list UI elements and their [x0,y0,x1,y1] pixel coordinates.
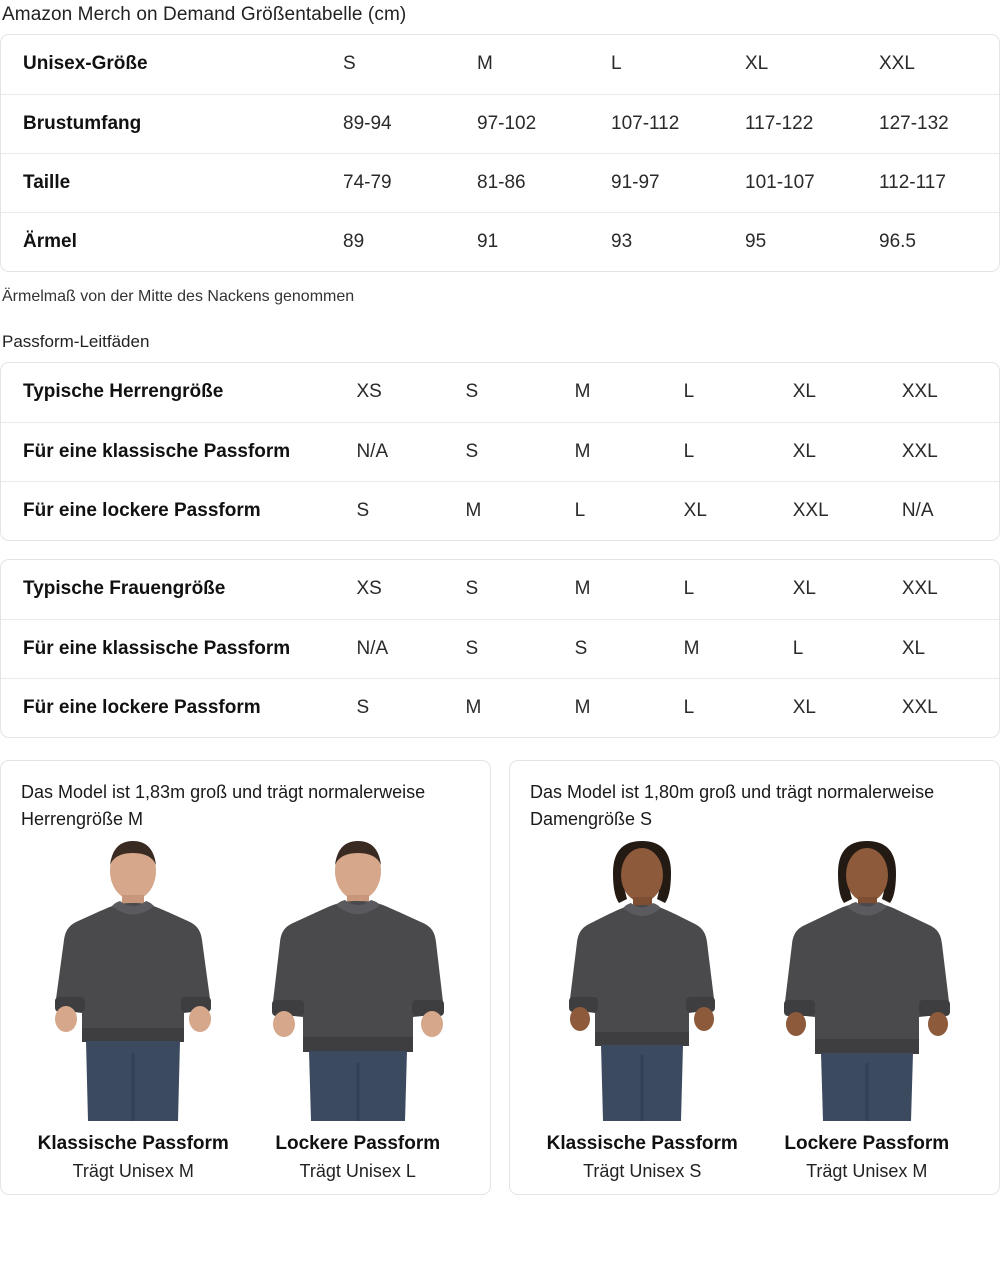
cell-sleeve-s: 89 [331,212,465,271]
model-panel-male [0,760,491,1195]
cell-men-loose-3: XL [672,481,781,540]
row-label-men-loose-fit: Für eine lockere Passform [1,481,344,540]
cell-women-classic-1: S [454,619,563,678]
sleeve-measurement-note: Ärmelmaß von der Mitte des Nackens genommen [2,288,355,305]
fit-sub-female-loose: Trägt Unisex M [806,1161,928,1181]
model-figures-female [530,839,979,1121]
cell-women-typical-3: L [683,578,695,600]
fit-name-female-classic: Klassische Passform [546,1133,738,1154]
cell-men-typical-0: XS [356,381,382,403]
cell-men-classic-2: M [563,422,672,481]
table-row [1,363,999,422]
model-panels [0,760,1000,1195]
cell-men-loose-2: L [563,481,672,540]
table-row-header [1,35,1000,94]
cell-men-loose-4: XXL [781,481,890,540]
male-classic-fit-illustration [38,839,228,1121]
fit-name-male-classic: Klassische Passform [37,1133,229,1154]
cell-waist-l: 91-97 [599,153,733,212]
cell-women-classic-5: XL [890,619,999,678]
cell-chest-l: 107-112 [599,94,733,153]
row-label-waist: Taille [1,153,331,212]
fit-guides-label: Passform-Leitfäden [2,332,150,351]
female-loose-fit-illustration [772,839,962,1121]
model-caption-female: Das Model ist 1,80m groß und trägt normalerweise Damengröße S [530,782,935,829]
fit-guide-women-card [0,559,1000,738]
cell-chest-xl: 117-122 [733,94,867,153]
fit-sub-male-classic: Trägt Unisex M [72,1161,194,1181]
row-label-men-classic-fit: Für eine klassische Passform [1,422,344,481]
cell-waist-m: 81-86 [465,153,599,212]
table-row [1,619,999,678]
cell-men-classic-3: L [672,422,781,481]
cell-men-classic-0: N/A [344,422,453,481]
cell-chest-m: 97-102 [465,94,599,153]
cell-sleeve-xxl: 96.5 [867,212,1000,271]
fit-guide-men-card [0,362,1000,541]
cell-women-classic-4: L [781,619,890,678]
model-panel-female [509,760,1000,1195]
fit-name-male-loose: Lockere Passform [275,1133,441,1154]
cell-men-classic-4: XL [781,422,890,481]
cell-women-typical-4: XL [792,578,816,600]
table-row [1,94,1000,153]
size-table-header-2: M [477,53,493,75]
cell-chest-s: 89-94 [331,94,465,153]
cell-men-typical-2: M [574,381,591,403]
fit-label-female-classic [530,1133,755,1182]
cell-waist-xxl: 112-117 [867,153,1000,212]
fit-name-female-loose: Lockere Passform [784,1133,950,1154]
cell-women-loose-0: S [344,678,453,737]
cell-men-typical-4: XL [792,381,816,403]
cell-men-typical-3: L [683,381,695,403]
fit-label-male-loose [246,1133,471,1182]
fit-sub-female-classic: Trägt Unisex S [583,1161,702,1181]
fit-guide-women-table [1,560,999,737]
model-fit-labels-female [530,1133,979,1182]
size-table [1,35,1000,271]
cell-chest-xxl: 127-132 [867,94,1000,153]
cell-women-loose-2: M [563,678,672,737]
model-figure-female-loose [763,839,970,1121]
table-row [1,560,999,619]
table-row [1,481,999,540]
cell-women-typical-5: XXL [901,578,938,600]
size-table-header-3: L [611,53,622,75]
cell-women-classic-3: M [672,619,781,678]
cell-women-typical-0: XS [356,578,382,600]
table-spacer [0,541,1000,559]
female-classic-fit-illustration [547,839,737,1121]
model-figure-female-classic [539,839,746,1121]
size-table-card [0,34,1000,272]
model-figure-male-loose [254,839,461,1121]
fit-label-male-classic [21,1133,246,1182]
cell-men-classic-5: XXL [890,422,999,481]
table-row [1,153,1000,212]
cell-men-loose-5: N/A [890,481,999,540]
size-table-header-5: XXL [879,53,915,75]
cell-waist-xl: 101-107 [733,153,867,212]
cell-sleeve-xl: 95 [733,212,867,271]
cell-women-loose-4: XL [781,678,890,737]
model-fit-labels-male [21,1133,470,1182]
cell-men-loose-1: M [454,481,563,540]
cell-men-classic-1: S [454,422,563,481]
table-row [1,678,999,737]
cell-women-loose-3: L [672,678,781,737]
row-label-typical-womens-size: Typische Frauengröße [23,578,226,600]
model-caption-male: Das Model ist 1,83m groß und trägt normalerweise Herrengröße M [21,782,426,829]
cell-men-typical-1: S [465,381,479,403]
cell-waist-s: 74-79 [331,153,465,212]
model-figure-male-classic [30,839,237,1121]
table-row [1,212,1000,271]
cell-sleeve-l: 93 [599,212,733,271]
row-label-sleeve: Ärmel [1,212,331,271]
cell-women-classic-0: N/A [344,619,453,678]
cell-men-loose-0: S [344,481,453,540]
cell-women-loose-1: M [454,678,563,737]
cell-women-typical-2: M [574,578,591,600]
fit-label-female-loose [755,1133,980,1182]
row-label-typical-mens-size: Typische Herrengröße [23,381,224,403]
cell-sleeve-m: 91 [465,212,599,271]
size-table-header-1: S [343,53,356,75]
male-loose-fit-illustration [263,839,453,1121]
cell-women-loose-5: XXL [890,678,999,737]
cell-women-typical-1: S [465,578,479,600]
cell-men-typical-5: XXL [901,381,938,403]
row-label-chest: Brustumfang [1,94,331,153]
size-table-header-0: Unisex-Größe [23,53,148,75]
row-label-women-classic-fit: Für eine klassische Passform [1,619,344,678]
row-label-women-loose-fit: Für eine lockere Passform [1,678,344,737]
table-row [1,422,999,481]
cell-women-classic-2: S [563,619,672,678]
fit-guide-men-table [1,363,999,540]
page-title: Amazon Merch on Demand Größentabelle (cm) [2,4,407,25]
fit-sub-male-loose: Trägt Unisex L [299,1161,416,1181]
size-table-header-4: XL [745,53,769,75]
model-figures-male [21,839,470,1121]
